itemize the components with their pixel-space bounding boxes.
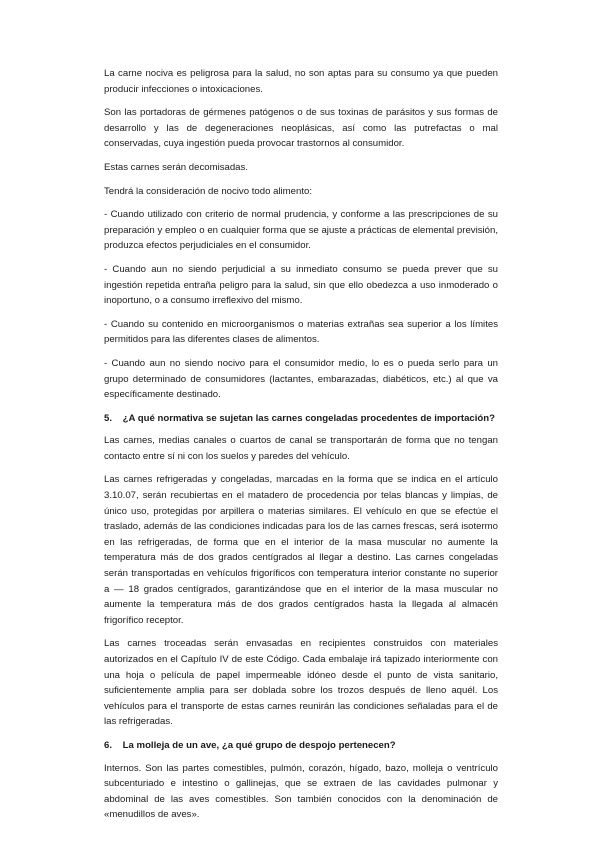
paragraph-decomisadas: Estas carnes serán decomisadas. (104, 161, 248, 173)
list-item-criterio-prudencia: - Cuando utilizado con criterio de normal prudencia, y conforme a las prescripciones de su preparación y empleo o en cualquier forma que se ajuste a prácticas de elemental previsión, produzca efectos perjudiciales en el consumidor. (104, 209, 498, 252)
paragraph-nociva-definition: La carne nociva es peligrosa para la salud, no son aptas para su consumo ya que pueden producir infecciones o intoxicaciones. (104, 68, 498, 95)
paragraph-portadoras: Son las portadoras de gérmenes patógenos o de sus toxinas de parásitos y sus formas de desarrollo y las de degeneraciones neoplásicas, así como las putrefactas o mal conservadas, cuya ingestión pueda provocar trastornos al consumidor. (104, 107, 498, 150)
list-item-ingestion-repetida: - Cuando aun no siendo perjudicial a su inmediato consumo se pueda prever que su ingestión repetida entraña peligro para la salud, sin que ello obedezca a uso inmoderado o inoportuno, o a consumo irreflexivo del mismo. (104, 263, 498, 307)
question-6-title: La molleja de un ave, ¿a qué grupo de despojo pertenecen? (122, 739, 396, 751)
paragraph-refrigeradas-congeladas: Las carnes refrigeradas y congeladas, marcadas en la forma que se indica en el artículo 3.10.07, serán recubiertas en el matadero de procedencia por telas blancas y limpias, de único uso, protegidas por arpillera o materias similares. El vehículo en que se efectúe el traslado, además de las condiciones indicadas para los de las carnes frescas, será isotermo en las refrigeradas, de forma que en el interior de la masa muscular no aumente la temperatura más de dos grados centígrados al llegar a destino. Las carnes congeladas serán transportadas en vehículos frigoríficos con temperatura interior constante no superior a — 18 grados centígrados, garantizándose que en el interior de la masa muscular no aumente la temperatura más de dos grados centígrados hasta la llegada al almacén frigorífico receptor. (104, 474, 498, 626)
question-6-number: 6. (104, 739, 113, 751)
list-item-microorganismos: - Cuando su contenido en microorganismos o materias extrañas sea superior a los límites permitidos para las diferentes clases de alimentos. (104, 318, 498, 346)
question-5-heading (104, 411, 498, 427)
paragraph-consideracion-nocivo: Tendrá la consideración de nocivo todo alimento: (104, 185, 312, 197)
list-item-grupo-consumidores: - Cuando aun no siendo nocivo para el consumidor medio, lo es o pueda serlo para un grupo determinado de consumidores (lactantes, embarazadas, diabéticos, etc.) al que va específicamente destinado. (104, 357, 498, 401)
document-body (104, 66, 498, 831)
paragraph-transporte-canales: Las carnes, medias canales o cuartos de canal se transportarán de forma que no tengan contacto entre sí ni con los suelos y paredes del vehículo. (104, 435, 498, 462)
paragraph-despojos-internos: Internos. Son las partes comestibles, pulmón, corazón, hígado, bazo, molleja o ventrículo subcenturiado e intestino o gallinejas, que se extraen de las cavidades pulmonar y abdominal de las aves comestibles. Son también conocidos con la denominación de «menudillos de aves». (104, 762, 498, 821)
question-5-title: ¿A qué normativa se sujetan las carnes congeladas procedentes de importación? (122, 412, 495, 424)
question-6-heading (104, 738, 498, 754)
question-5-number: 5. (104, 412, 113, 424)
paragraph-carnes-troceadas: Las carnes troceadas serán envasadas en recipientes construidos con materiales autorizados en el Capítulo IV de este Código. Cada embalaje irá tapizado interiormente con una hoja o película de papel impermeable idóneo desde el punto de vista sanitario, suficientemente amplia para ser doblada sobre los trozos después de lleno aquél. Los vehículos para el transporte de estas carnes reunirán las condiciones señaladas para el de las refrigeradas. (104, 638, 498, 728)
